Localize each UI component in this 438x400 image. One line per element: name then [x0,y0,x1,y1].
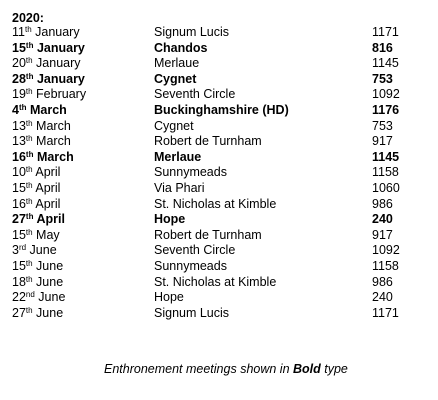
date-month: March [33,149,74,164]
date-day: 15 [12,258,26,273]
meeting-date [12,228,60,244]
lodge-number: 1092 [372,243,400,258]
footnote [104,362,348,376]
date-month: April [32,196,61,211]
lodge-name: Chandos [154,40,208,55]
date-day: 4 [12,102,19,117]
meeting-row [12,87,432,103]
date-month: June [26,243,57,258]
lodge-name: Robert de Turnham [154,227,262,242]
lodge-name: Merlaue [154,56,200,71]
date-day: 15 [12,180,26,195]
date-month: January [31,25,80,39]
lodge-number: 1158 [372,258,399,273]
meeting-list [12,25,432,321]
lodge-name: Signum Lucis [154,305,230,320]
lodge-number: 816 [372,40,393,55]
meeting-row [12,134,432,150]
footnote-emphasis: Bold [293,362,321,376]
footnote-suffix: type [320,362,348,376]
meeting-date [12,41,85,57]
date-month: June [32,274,64,289]
meeting-row-enthronement [12,103,432,119]
meeting-date [12,72,85,88]
date-day: 19 [12,87,26,102]
meeting-row [12,228,432,244]
date-day: 16 [12,196,26,211]
meeting-row [12,275,432,291]
lodge-number: 753 [372,118,393,133]
date-ordinal-suffix: th [25,149,34,159]
date-day: 11 [12,25,25,39]
date-month: April [33,212,65,227]
meeting-row-enthronement [12,41,432,57]
date-month: April [32,180,61,195]
date-ordinal-suffix: th [25,305,33,315]
lodge-number: 917 [372,227,393,242]
lodge-name: Cygnet [154,118,194,133]
meeting-date [12,150,74,166]
meeting-date [12,275,63,291]
date-day: 20 [12,56,26,71]
lodge-number: 1171 [372,25,399,39]
lodge-number: 240 [372,290,393,305]
date-day: 10 [12,165,26,180]
date-ordinal-suffix: th [25,118,33,128]
date-ordinal-suffix: th [25,227,33,237]
lodge-number: 1092 [372,87,400,102]
meeting-date [12,103,67,119]
date-day: 18 [12,274,26,289]
lodge-name: Cygnet [154,71,197,86]
date-ordinal-suffix: rd [18,243,27,253]
date-ordinal-suffix: th [25,40,34,50]
lodge-name: Hope [154,212,186,227]
lodge-name: Merlaue [154,149,202,164]
date-month: February [32,87,87,102]
lodge-name: Via Phari [154,180,205,195]
date-ordinal-suffix: th [25,134,33,144]
meeting-date [12,243,57,259]
date-month: June [32,305,64,320]
lodge-number: 1060 [372,180,400,195]
meeting-row [12,259,432,275]
date-ordinal-suffix: th [25,87,33,97]
date-ordinal-suffix: th [24,25,32,34]
year-heading: 2020: [12,11,44,25]
lodge-name: Buckinghamshire (HD) [154,102,289,117]
meeting-row [12,56,432,72]
lodge-name: Signum Lucis [154,25,230,39]
meeting-row-enthronement [12,72,432,88]
date-ordinal-suffix: nd [25,290,35,300]
meeting-row [12,25,432,41]
meeting-row [12,243,432,259]
meeting-row [12,165,432,181]
lodge-name: Hope [154,290,184,305]
date-ordinal-suffix: th [25,274,33,284]
date-month: June [34,290,66,305]
meeting-row [12,181,432,197]
date-ordinal-suffix: th [25,196,33,206]
meeting-schedule [12,10,432,321]
date-day: 15 [12,40,26,55]
date-day: 16 [12,149,26,164]
date-month: June [32,258,64,273]
date-ordinal-suffix: th [25,165,33,175]
date-month: March [26,102,67,117]
date-day: 22 [12,290,26,305]
date-ordinal-suffix: th [25,258,33,268]
lodge-number: 1176 [372,102,400,117]
lodge-name: Robert de Turnham [154,134,262,149]
date-day: 15 [12,227,26,242]
date-day: 27 [12,305,26,320]
lodge-number: 1171 [372,305,399,320]
lodge-number: 1145 [372,56,399,71]
date-month: March [32,118,71,133]
date-day: 3 [12,243,19,258]
lodge-number: 917 [372,134,393,149]
date-ordinal-suffix: th [18,102,27,112]
meeting-date [12,306,63,322]
lodge-number: 240 [372,212,393,227]
footnote-text: Enthronement meetings shown in [104,362,293,376]
meeting-row-enthronement [12,150,432,166]
date-ordinal-suffix: th [25,56,33,66]
meeting-row [12,119,432,135]
date-ordinal-suffix: th [25,212,34,222]
meeting-date [12,25,80,41]
lodge-name: Seventh Circle [154,243,236,258]
meeting-date [12,290,65,306]
meeting-date [12,134,71,150]
lodge-name: Sunnymeads [154,258,227,273]
date-month: April [32,165,61,180]
lodge-name: Seventh Circle [154,87,236,102]
lodge-number: 986 [372,196,393,211]
lodge-name: Sunnymeads [154,165,227,180]
meeting-date [12,119,71,135]
date-month: March [32,134,71,149]
date-ordinal-suffix: th [25,180,33,190]
date-month: January [32,56,81,71]
lodge-number: 1145 [372,149,400,164]
date-month: January [33,71,85,86]
date-ordinal-suffix: th [25,71,34,81]
lodge-number: 1158 [372,165,399,180]
meeting-date [12,165,60,181]
date-month: January [33,40,85,55]
lodge-name: St. Nicholas at Kimble [154,196,277,211]
meeting-date [12,56,81,72]
meeting-date [12,212,65,228]
lodge-name: St. Nicholas at Kimble [154,274,277,289]
date-day: 13 [12,134,26,149]
meeting-row [12,197,432,213]
date-month: May [32,227,60,242]
meeting-date [12,87,86,103]
meeting-date [12,197,60,213]
lodge-number: 986 [372,274,393,289]
date-day: 28 [12,71,26,86]
date-day: 27 [12,212,26,227]
meeting-row [12,306,432,322]
date-day: 13 [12,118,26,133]
meeting-row [12,290,432,306]
lodge-number: 753 [372,71,393,86]
meeting-row-enthronement [12,212,432,228]
meeting-date [12,181,60,197]
meeting-date [12,259,63,275]
